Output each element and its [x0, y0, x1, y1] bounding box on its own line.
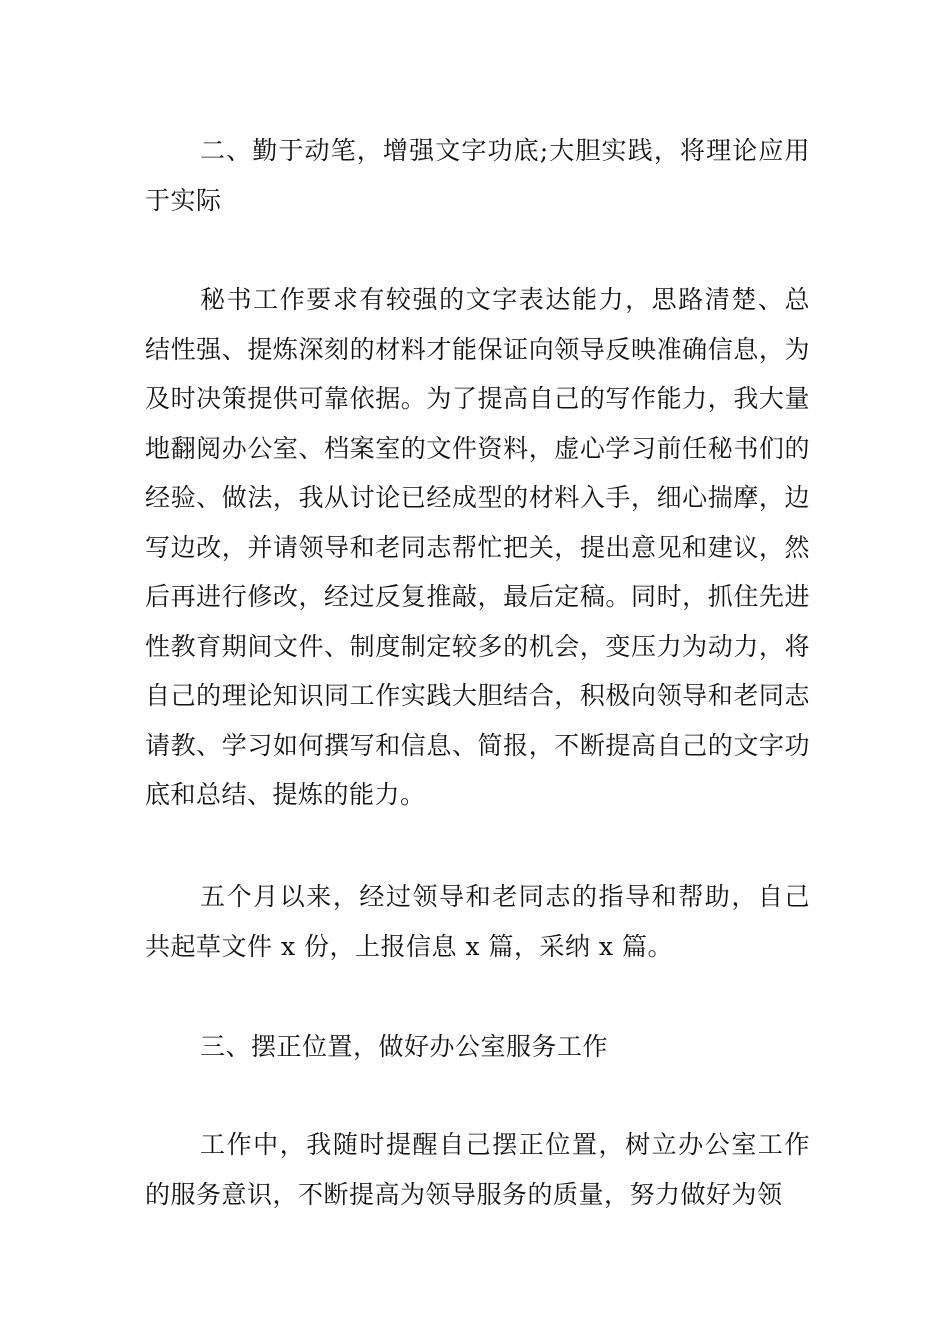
- section-heading-2: 二、勤于动笔，增强文字功底;大胆实践，将理论应用于实际: [145, 136, 810, 215]
- body-paragraph-service: 工作中，我随时提醒自己摆正位置，树立办公室工作的服务意识，不断提高为领导服务的质量，努力做好为领: [145, 1130, 810, 1209]
- body-paragraph-results: 五个月以来，经过领导和老同志的指导和帮助，自己共起草文件 x 份，上报信息 x 篇，采纳 x 篇。: [145, 882, 810, 961]
- body-paragraph-writing: 秘书工作要求有较强的文字表达能力，思路清楚、总结性强、提炼深刻的材料才能保证向领导反映准确信息，为及时决策提供可靠依据。为了提高自己的写作能力，我大量地翻阅办公室、档案室的文件资料，虚心学习前任秘书们的经验、做法，我从讨论已经成型的材料入手，细心揣摩，边写边改，并请领导和老同志帮忙把关，提出意见和建议，然后再进行修改，经过反复推敲，最后定稿。同时，抓住先进性教育期间文件、制度制定较多的机会，变压力为动力，将自己的理论知识同工作实践大胆结合，积极向领导和老同志请教、学习如何撰写和信息、简报，不断提高自己的文字功底和总结、提炼的能力。: [145, 285, 810, 809]
- section-heading-3: 三、摆正位置，做好办公室服务工作: [200, 1032, 609, 1061]
